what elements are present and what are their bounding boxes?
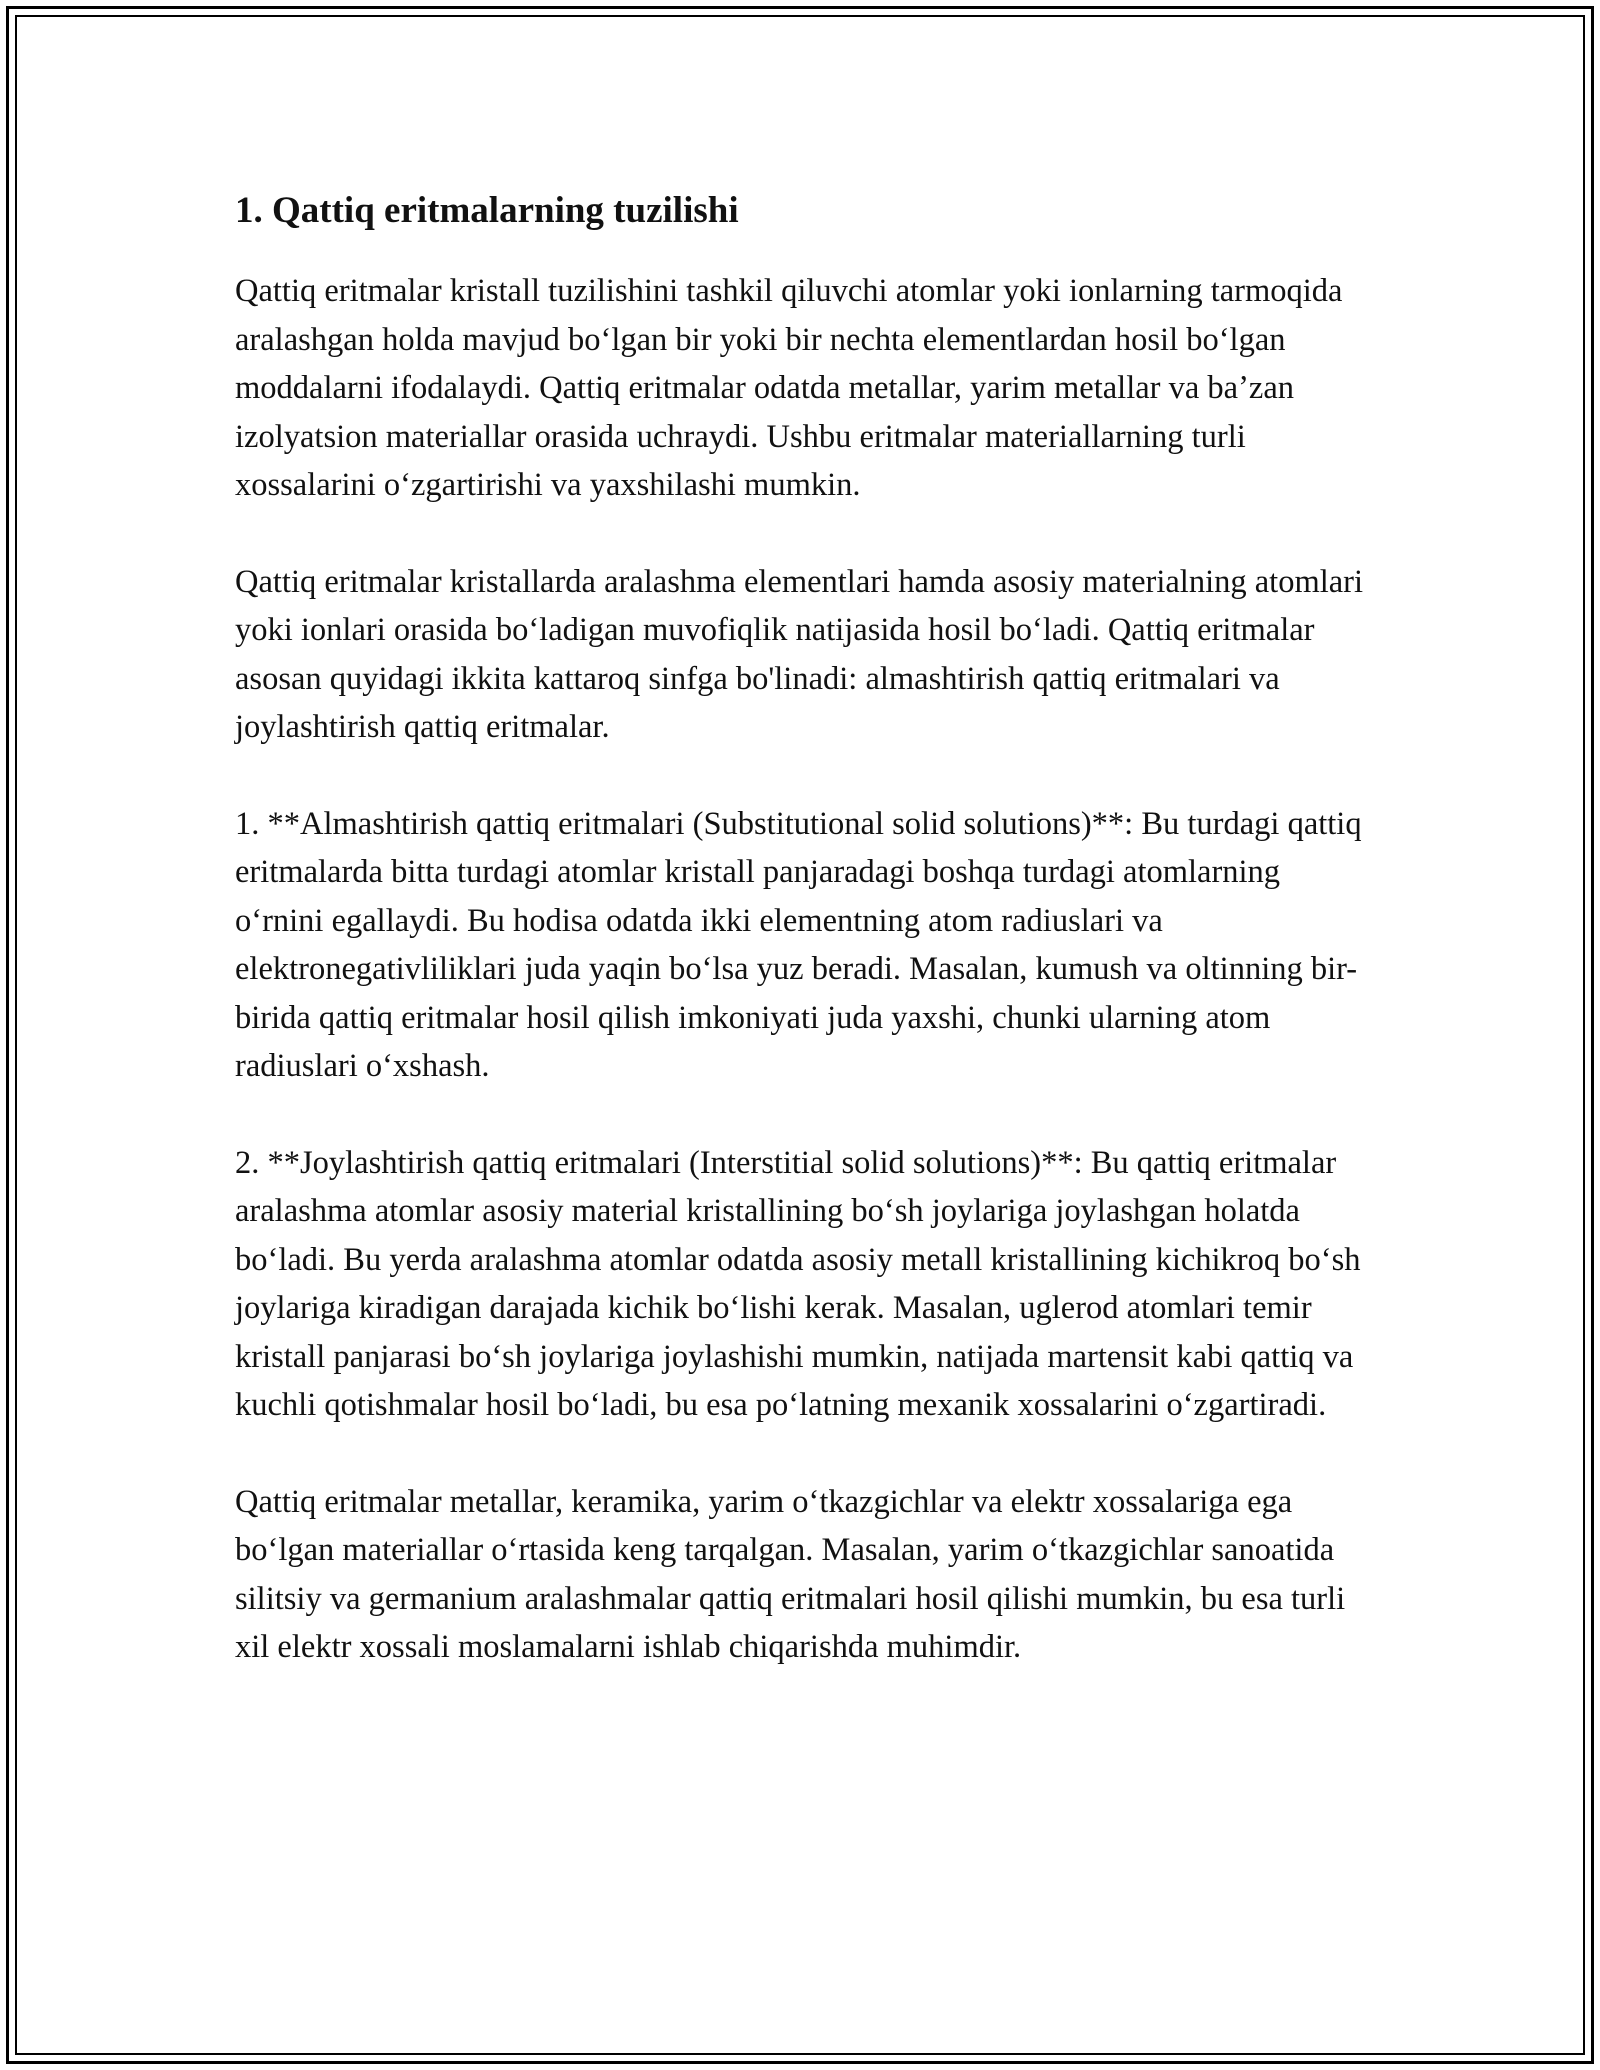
document-body [235,185,1375,1720]
paragraph-applications: Qattiq eritmalar metallar, keramika, yarim oʻtkazgichlar va elektr xossalariga ega boʻlgan materiallar oʻrtasida keng tarqalgan. Masalan, yarim oʻtkazgichlar sanoatida silitsiy va germanium aralashmalar qattiq eritmalari hosil qilishi mumkin, bu esa turli xil elektr xossali moslamalarni ishlab chiqarishda muhimdir. [235,1483,1346,1665]
page-title: 1. Qattiq eritmalarning tuzilishi [235,190,739,231]
paragraph-substitutional: 1. **Almashtirish qattiq eritmalari (Substitutional solid solutions)**: Bu turdagi qattiq eritmalarda bitta turdagi atomlar kristall panjaradagi boshqa turdagi atomlarning oʻrnini egallaydi. Bu hodisa odatda ikki elementning atom radiuslari va elektronegativliliklari juda yaqin boʻlsa yuz beradi. Masalan, kumush va oltinning bir-birida qattiq eritmalar hosil qilish imkoniyati juda yaxshi, chunki ularning atom radiuslari oʻxshash. [235,805,1362,1084]
paragraph-intro: Qattiq eritmalar kristall tuzilishini tashkil qiluvchi atomlar yoki ionlarning tarmoqida aralashgan holda mavjud boʻlgan bir yoki bir nechta elementlardan hosil boʻlgan moddalarni ifodalaydi. Qattiq eritmalar odatda metallar, yarim metallar va baʼzan izolyatsion materiallar orasida uchraydi. Ushbu eritmalar materiallarning turli xossalarini oʻzgartirishi va yaxshilashi mumkin. [235,273,1343,503]
paragraph-formation: Qattiq eritmalar kristallarda aralashma elementlari hamda asosiy materialning atomlari yoki ionlari orasida boʻladigan muvofiqlik natijasida hosil boʻladi. Qattiq eritmalar asosan quyidagi ikkita kattaroq sinfga bo'linadi: almashtirish qattiq eritmalari va joylashtirish qattiq eritmalar. [235,563,1364,745]
paragraph-interstitial: 2. **Joylashtirish qattiq eritmalari (Interstitial solid solutions)**: Bu qattiq eritmalar aralashma atomlar asosiy material kristallining boʻsh joylariga joylashgan holatda boʻladi. Bu yerda aralashma atomlar odatda asosiy metall kristallining kichikroq boʻsh joylariga kiradigan darajada kichik boʻlishi kerak. Masalan, uglerod atomlari temir kristall panjarasi boʻsh joylariga joylashishi mumkin, natijada martensit kabi qattiq va kuchli qotishmalar hosil boʻladi, bu esa poʻlatning mexanik xossalarini oʻzgartiradi. [235,1144,1361,1423]
